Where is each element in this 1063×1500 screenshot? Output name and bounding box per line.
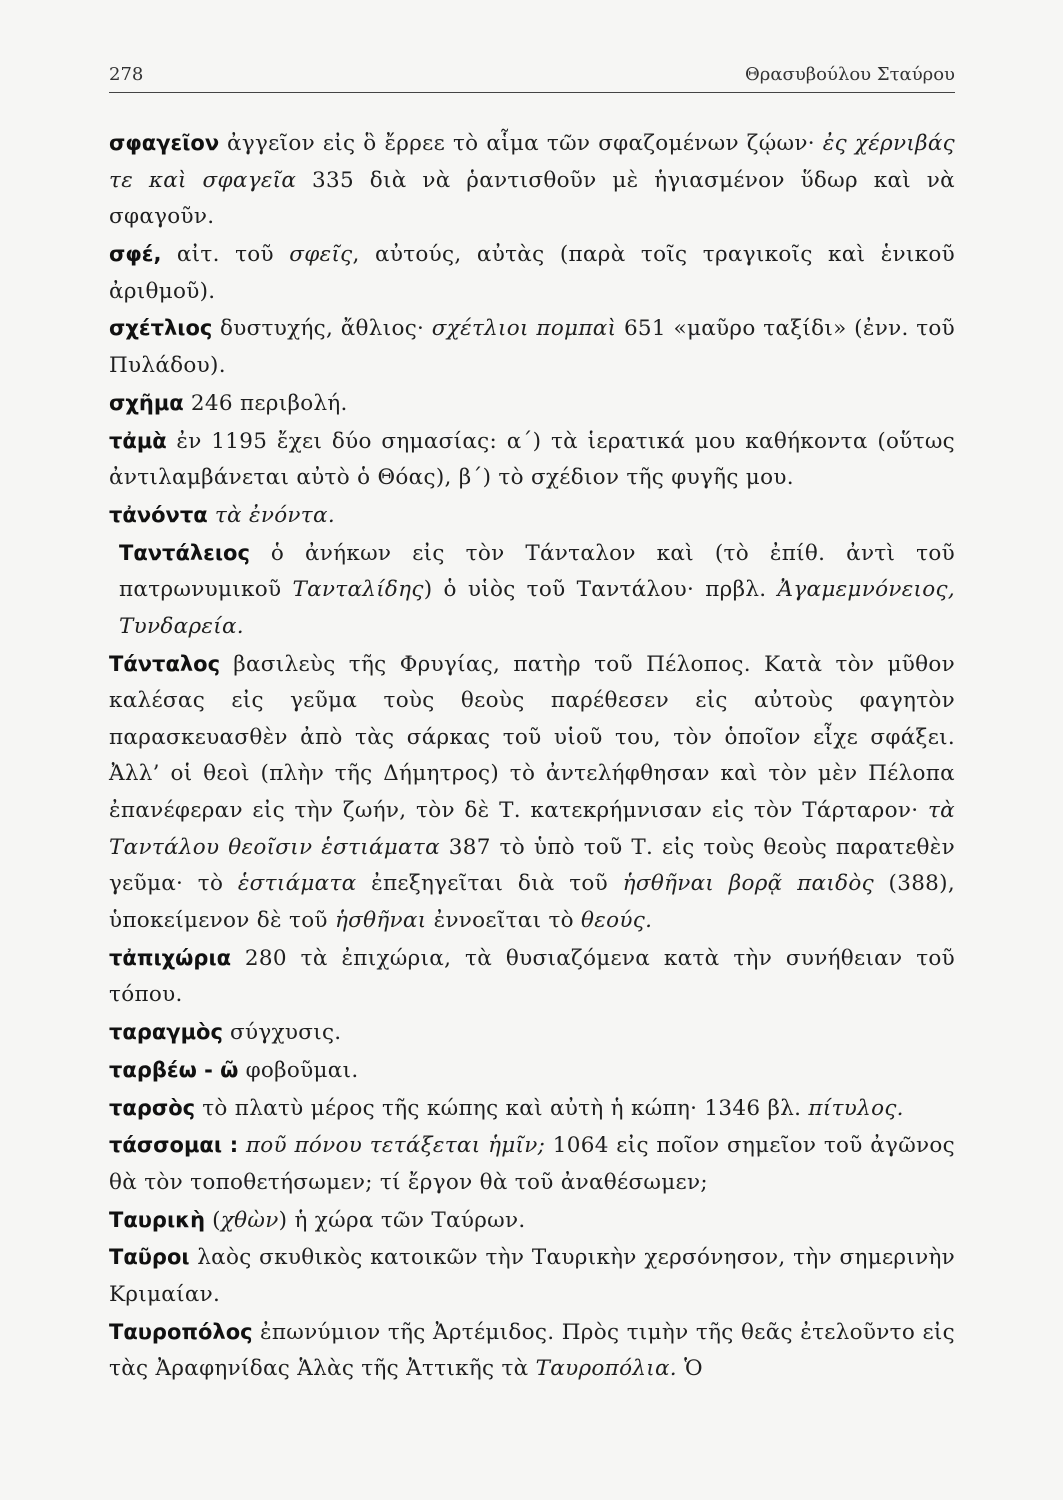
entry-headword: σχῆμα bbox=[109, 390, 184, 415]
entry-definition: ἐπωνύμιον τῆς Ἀρτέμιδος. Πρὸς τιμὴν τῆς θεᾶς ἐτελοῦντο εἰς τὰς Ἀραφηνίδας Ἁλὰς τῆς Ἀττικῆς τὰ bbox=[109, 1319, 955, 1382]
entry-quote: Τανταλίδης bbox=[292, 577, 424, 603]
glossary-entry bbox=[109, 310, 955, 384]
entry-headword: Ταυρικὴ bbox=[109, 1207, 206, 1232]
entry-definition: 246 περιβολή. bbox=[183, 390, 348, 416]
entry-definition: , αὐτούς, αὐτὰς (παρὰ τοῖς τραγικοῖς καὶ ἑνικοῦ ἀριθμοῦ). bbox=[109, 241, 955, 304]
entry-definition: 387 τὸ ὑπὸ τοῦ Τ. εἰς τοὺς θεοὺς παρατεθὲν γεῦμα· τὸ bbox=[109, 834, 955, 897]
glossary-entry bbox=[109, 385, 955, 423]
entry-definition: αἰτ. τοῦ bbox=[161, 241, 290, 267]
entry-quote: Ταυροπόλια. bbox=[535, 1356, 677, 1382]
glossary-entry bbox=[109, 236, 955, 310]
entry-definition: Ὁ bbox=[676, 1356, 703, 1382]
page-number: 278 bbox=[109, 64, 144, 85]
entry-quote: σφεῖς bbox=[289, 241, 353, 267]
entry-definition: ( bbox=[205, 1207, 221, 1233]
entry-headword: Ταντάλειος bbox=[119, 540, 250, 565]
entry-definition bbox=[238, 1133, 246, 1158]
glossary-entries bbox=[109, 125, 955, 1388]
glossary-entry bbox=[109, 535, 955, 646]
glossary-entry bbox=[109, 1052, 955, 1090]
entry-headword: ταραγμὸς bbox=[109, 1019, 223, 1044]
running-title: Θρασυβούλου Σταύρου bbox=[745, 64, 955, 85]
entry-definition: 280 τὰ ἐπιχώρια, τὰ θυσιαζόμενα κατὰ τὴν συνήθειαν τοῦ τόπου. bbox=[109, 945, 955, 1008]
entry-definition: τὸ πλατὺ μέρος τῆς κώπης καὶ αὐτὴ ἡ κώπη· 1346 βλ. bbox=[195, 1095, 809, 1121]
entry-definition: ) ἡ χώρα τῶν Ταύρων. bbox=[278, 1207, 526, 1233]
entry-definition: λαὸς σκυθικὸς κατοικῶν τὴν Ταυρικὴν χερσόνησον, τὴν σημερινὴν Κριμαίαν. bbox=[109, 1245, 955, 1308]
entry-quote: ποῦ πόνου τετάξεται ἡμῖν; bbox=[245, 1133, 546, 1159]
entry-headword: Ταῦροι bbox=[109, 1245, 190, 1270]
entry-definition: ἐν 1195 ἔχει δύο σημασίας: α΄) τὰ ἱερατικά μου καθήκοντα (οὕτως ἀντιλαμβάνεται αὐτὸ ὁ Θόας), β΄) τὸ σχέδιον τῆς φυγῆς μου. bbox=[109, 428, 955, 491]
entry-definition: 1064 εἰς ποῖον σημεῖον τοῦ ἀγῶνος θὰ τὸν τοποθετήσωμεν; τί ἔργον θὰ τοῦ ἀναθέσωμεν; bbox=[109, 1133, 955, 1195]
entry-quote: ἡσθῆναι bbox=[334, 907, 427, 933]
entry-definition: (388), ὑποκείμενον δὲ τοῦ bbox=[109, 871, 955, 933]
glossary-entry bbox=[109, 1239, 955, 1313]
entry-headword: ταρβέω - ῶ bbox=[109, 1057, 239, 1082]
entry-definition: ) ὁ υἱὸς τοῦ Ταντάλου· πρβλ. bbox=[423, 577, 778, 603]
entry-quote: θεούς. bbox=[581, 907, 653, 933]
entry-quote: σχέτλιοι πομπαὶ bbox=[431, 316, 617, 342]
entry-definition: 335 διὰ νὰ ῥαντισθοῦν μὲ ἡγιασμένον ὕδωρ καὶ νὰ σφαγοῦν. bbox=[109, 167, 955, 230]
entry-definition: ἐννοεῖται τὸ bbox=[426, 907, 582, 933]
glossary-entry bbox=[109, 423, 955, 497]
entry-definition: ἐπεξηγεῖται διὰ τοῦ bbox=[356, 871, 623, 897]
entry-definition: ἀγγεῖον εἰς ὃ ἔρρεε τὸ αἷμα τῶν σφαζομένων ζῴων· bbox=[219, 131, 823, 156]
entry-headword: σχέτλιος bbox=[109, 316, 213, 341]
glossary-entry bbox=[109, 940, 955, 1014]
entry-headword: τάσσομαι : bbox=[109, 1133, 239, 1158]
glossary-entry bbox=[109, 646, 955, 940]
glossary-entry bbox=[109, 125, 955, 236]
entry-definition: φοβοῦμαι. bbox=[238, 1057, 359, 1083]
entry-headword: ταρσὸς bbox=[109, 1095, 196, 1120]
entry-definition: 651 «μαῦρο ταξίδι» (ἐνν. τοῦ Πυλάδου). bbox=[109, 316, 956, 378]
entry-quote: τὰ Ταντάλου θεοῖσιν ἑστιάματα bbox=[109, 798, 955, 860]
glossary-entry bbox=[109, 1014, 955, 1052]
entry-definition: ὁ ἀνήκων εἰς τὸν Τάνταλον καὶ (τὸ ἐπίθ. ἀντὶ τοῦ πατρωνυμικοῦ bbox=[119, 540, 955, 603]
page-header bbox=[109, 58, 955, 93]
entry-quote: ἑστιάματα bbox=[237, 871, 357, 897]
glossary-entry bbox=[109, 1127, 955, 1201]
entry-headword: τἀνόντα bbox=[109, 502, 208, 527]
entry-headword: τἀμὰ bbox=[109, 428, 167, 453]
entry-headword: σφέ, bbox=[109, 241, 162, 266]
entry-definition: δυστυχής, ἄθλιος· bbox=[212, 316, 432, 342]
entry-headword: τἀπιχώρια bbox=[109, 945, 232, 970]
entry-quote: ἐς χέρνιβάς τε καὶ σφαγεῖα bbox=[109, 131, 955, 193]
glossary-entry bbox=[109, 1314, 955, 1388]
entry-headword: Ταυροπόλος bbox=[109, 1319, 253, 1344]
entry-quote: ἡσθῆναι βορᾷ παιδὸς bbox=[622, 871, 874, 897]
entry-quote: τὰ ἐνόντα. bbox=[207, 502, 335, 528]
glossary-entry bbox=[109, 1090, 955, 1128]
glossary-entry bbox=[109, 497, 955, 535]
glossary-entry bbox=[109, 1202, 955, 1240]
entry-definition: βασιλεὺς τῆς Φρυγίας, πατὴρ τοῦ Πέλοπος. Κατὰ τὸν μῦθον καλέσας εἰς γεῦμα τοὺς θεοὺς παρέθεσεν εἰς αὐτοὺς φαγητὸν παρασκευασθὲν ἀπὸ τὰς σάρκας τοῦ υἱοῦ του, τὸν ὁποῖον εἶχε σφάξει. Ἀλλ’ οἱ θεοὶ (πλὴν τῆς Δήμητρος) τὸ ἀντελήφθησαν καὶ τὸν μὲν Πέλοπα ἐπανέφεραν εἰς τὴν ζωήν, τὸν δὲ Τ. κατεκρήμνισαν εἰς τὸν Τάρταρον· bbox=[109, 651, 955, 823]
entry-definition: σύγχυσις. bbox=[222, 1019, 342, 1045]
entry-headword: σφαγεῖον bbox=[109, 131, 220, 155]
entry-quote: χθὼν bbox=[220, 1207, 279, 1233]
entry-quote: πίτυλος. bbox=[808, 1095, 904, 1121]
entry-quote: Ἀγαμεμνόνειος, Τυνδαρεία. bbox=[119, 577, 955, 639]
entry-headword: Τάνταλος bbox=[109, 651, 221, 676]
